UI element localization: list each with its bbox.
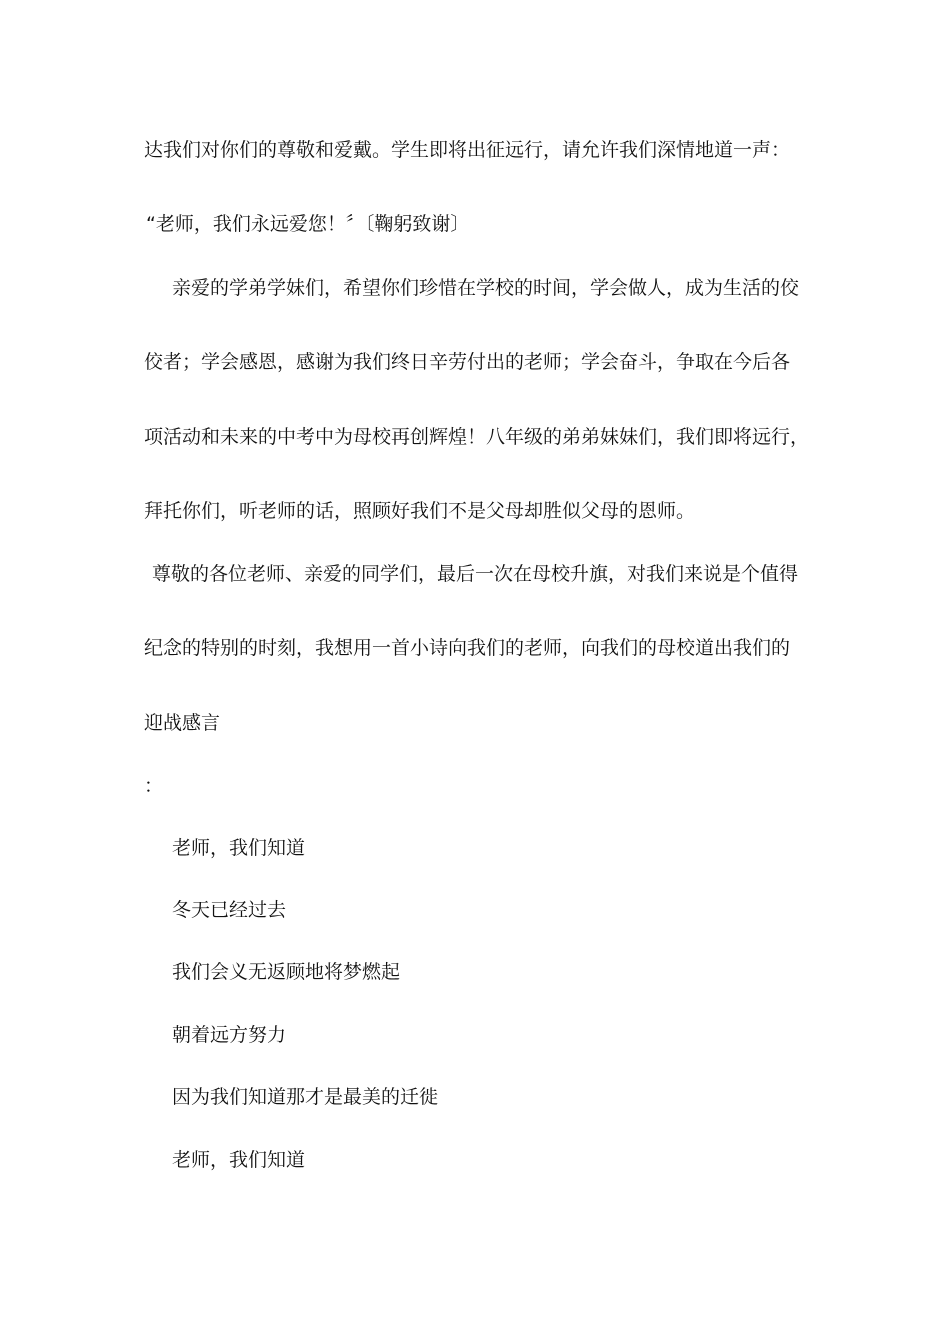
paragraph-line: 达我们对你们的尊敬和爱戴。学生即将出征远行，请允许我们深情地道一声： bbox=[144, 139, 791, 161]
paragraph-line: 拜托你们，听老师的话，照顾好我们不是父母却胜似父母的恩师。 bbox=[144, 500, 696, 522]
paragraph-line: 纪念的特别的时刻，我想用一首小诗向我们的老师，向我们的母校道出我们的 bbox=[144, 637, 791, 659]
paragraph-line: 佼者；学会感恩，感谢为我们终日辛劳付出的老师；学会奋斗，争取在今后各 bbox=[144, 351, 791, 373]
paragraph-line: 项活动和未来的中考中为母校再创辉煌！八年级的弟弟妹妹们，我们即将远行， bbox=[144, 426, 810, 448]
poem-line: 老师，我们知道 bbox=[172, 837, 306, 859]
paragraph-line: “老师，我们永远爱您！〞〔鞠躬致谢〕 bbox=[146, 213, 470, 235]
poem-line: 因为我们知道那才是最美的迁徙 bbox=[172, 1086, 439, 1108]
paragraph-line: 亲爱的学弟学妹们，希望你们珍惜在学校的时间，学会做人，成为生活的佼 bbox=[172, 277, 800, 299]
poem-line: 朝着远方努力 bbox=[172, 1024, 287, 1046]
paragraph-line: 迎战感言 bbox=[144, 712, 221, 734]
poem-line: 老师，我们知道 bbox=[172, 1149, 306, 1171]
paragraph-line: 尊敬的各位老师、亲爱的同学们，最后一次在母校升旗，对我们来说是个值得 bbox=[152, 563, 799, 585]
poem-line: 我们会义无返顾地将梦燃起 bbox=[172, 961, 401, 983]
poem-line: 冬天已经过去 bbox=[172, 899, 287, 921]
paragraph-line: ： bbox=[144, 775, 164, 797]
